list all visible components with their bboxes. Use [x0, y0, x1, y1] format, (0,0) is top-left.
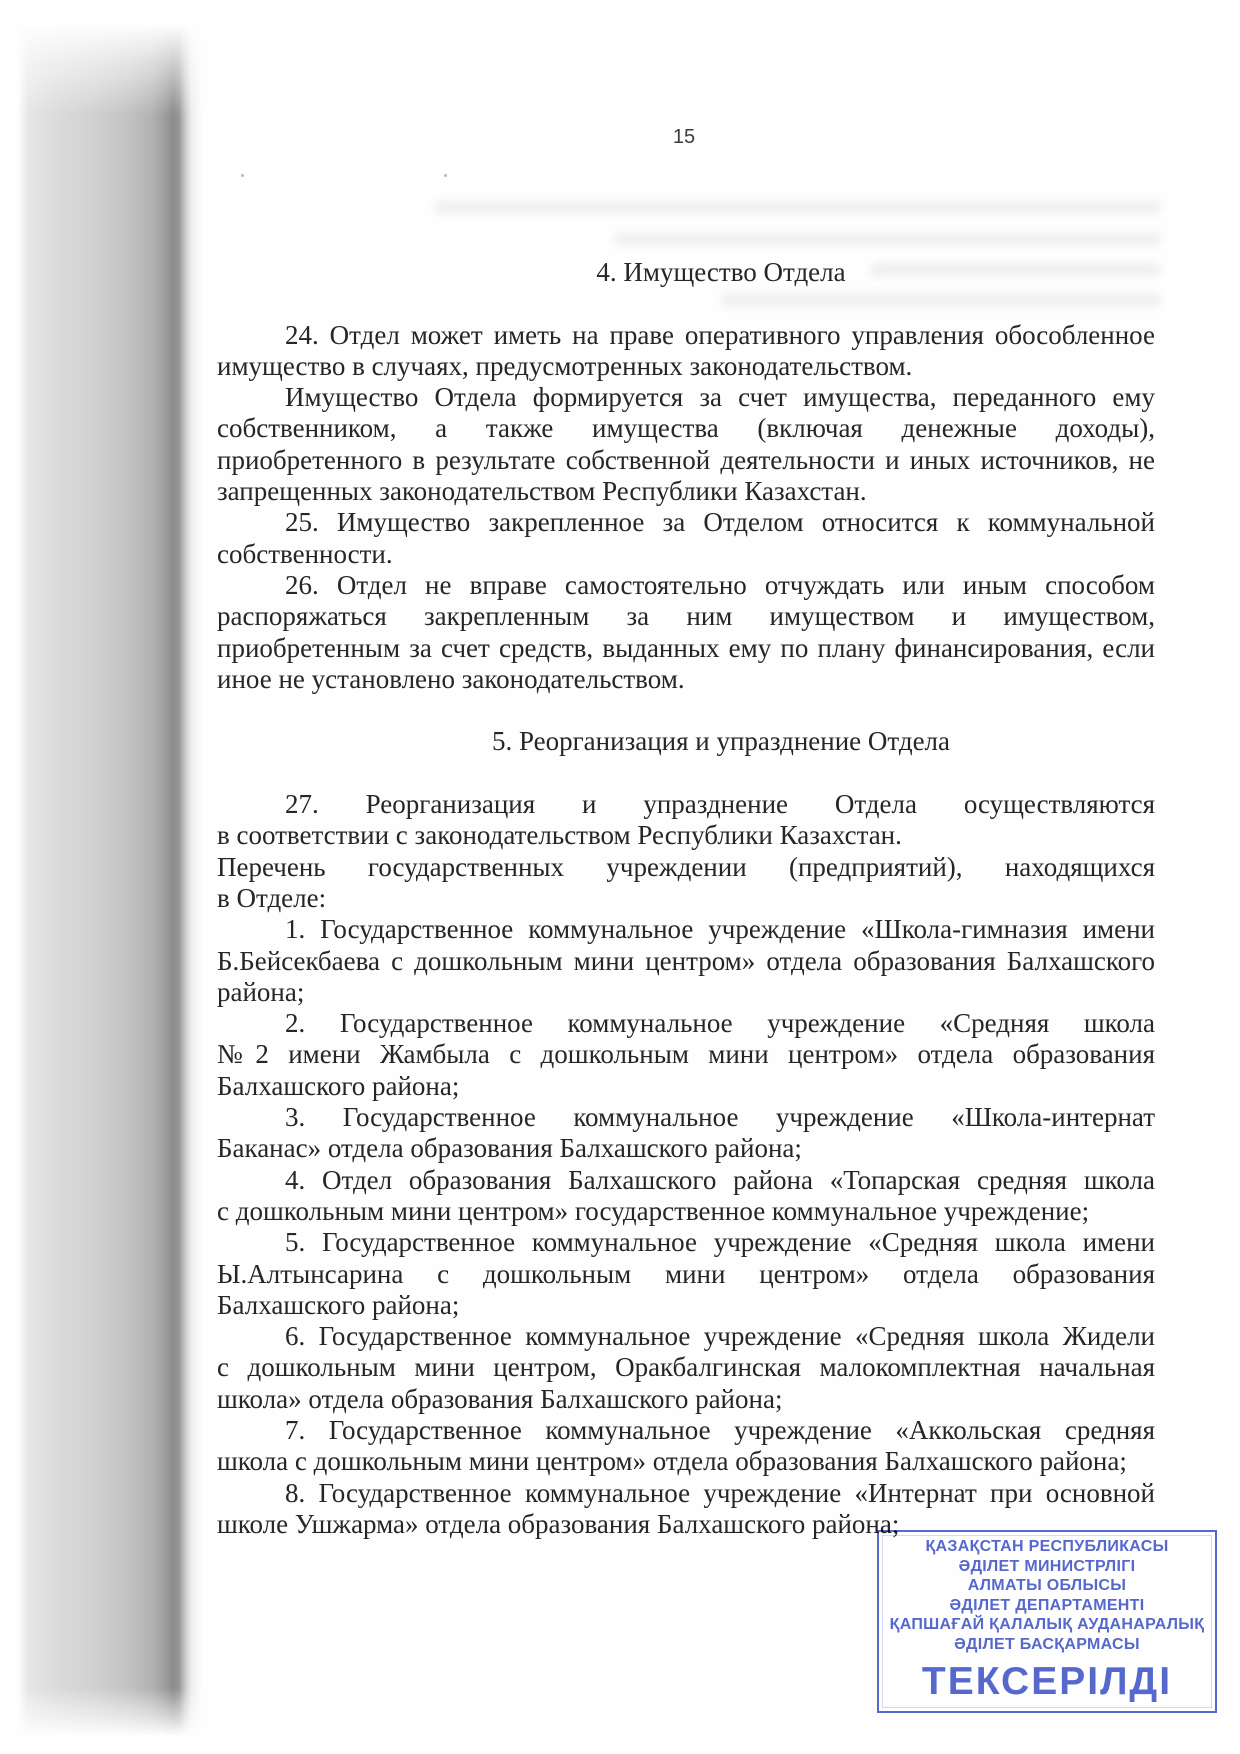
bleed-through-shadow	[434, 200, 1161, 214]
text-line: распоряжаться закрепленным за ним имуществом и имуществом,	[217, 601, 1155, 632]
text-line: 1. Государственное коммунальное учреждение «Школа-гимназия имени	[285, 914, 1155, 945]
text-line: школа с дошкольным мини центром» отдела образования Балхашского района;	[217, 1446, 1127, 1477]
institution-item-5	[217, 1227, 1155, 1321]
clause-24	[217, 320, 1155, 383]
institution-item-7	[217, 1415, 1155, 1478]
text-line: школа» отдела образования Балхашского района;	[217, 1383, 783, 1414]
text-line: Балхашского района;	[217, 1070, 460, 1101]
clause-24-property-formation	[217, 382, 1155, 507]
clause-26	[217, 570, 1155, 695]
text-line: 24. Отдел может иметь на праве оперативного управления обособленное	[285, 319, 1155, 350]
stamp-line: ӘДІЛЕТ МИНИСТРЛІГІ	[958, 1557, 1136, 1575]
text-line: Б.Бейсекбаева с дошкольным мини центром» отдела образования Балхашского	[217, 945, 1155, 976]
stamp-line: ҚАЗАҚСТАН РЕСПУБЛИКАСЫ	[925, 1538, 1169, 1555]
stamp-verdict: ТЕКСЕРІЛДІ	[921, 1659, 1173, 1703]
blank-line	[217, 758, 1155, 789]
text-line: школе Ушжарма» отдела образования Балхашского района;	[217, 1508, 900, 1539]
scan-speck	[444, 174, 447, 177]
text-line: 27. Реорганизация и упразднение Отдела осуществляются	[285, 789, 1155, 820]
text-line: 4. Отдел образования Балхашского района «Топарская средняя школа	[285, 1164, 1155, 1195]
scan-speck	[241, 174, 244, 177]
text-line: 5. Государственное коммунальное учреждение «Средняя школа имени	[285, 1227, 1155, 1258]
blank-line	[217, 288, 1155, 319]
verification-stamp	[877, 1530, 1217, 1713]
text-line: приобретенного в результате собственной деятельности и иных источников, не	[217, 444, 1155, 475]
text-line: Перечень государственных учреждении (предприятий), находящихся	[217, 851, 1155, 882]
text-line: района;	[217, 976, 305, 1007]
institution-item-6	[217, 1321, 1155, 1415]
text-line: 26. Отдел не вправе самостоятельно отчуждать или иным способом	[285, 569, 1155, 600]
clause-27	[217, 789, 1155, 852]
text-line: в Отделе:	[217, 882, 327, 913]
text-line: имущество в случаях, предусмотренных законодательством.	[217, 350, 913, 381]
institution-item-3	[217, 1102, 1155, 1165]
text-line: 3. Государственное коммунальное учреждение «Школа-интернат	[285, 1102, 1155, 1133]
text-line: №2 имени Жамбыла с дошкольным мини центром» отдела образования	[217, 1039, 1155, 1070]
document-body	[217, 257, 1155, 1540]
stamp-line: ҚАПШАҒАЙ ҚАЛАЛЫҚ АУДАНАРАЛЫҚ	[889, 1616, 1205, 1634]
text-line: 7. Государственное коммунальное учреждение «Аккольская средняя	[285, 1414, 1155, 1445]
text-line: 8. Государственное коммунальное учреждение «Интернат при основной	[285, 1477, 1155, 1508]
scanner-binding-shadow	[18, 0, 202, 1754]
stamp-inner-rule	[882, 1535, 1212, 1708]
institutions-intro	[217, 852, 1155, 915]
blank-line	[217, 695, 1155, 726]
section-heading: 4. Имущество Отдела	[596, 257, 846, 287]
text-line: 6. Государственное коммунальное учреждение «Средняя школа Жидели	[285, 1321, 1155, 1352]
text-line: иное не установлено законодательством.	[217, 663, 685, 694]
text-line: в соответствии с законодательством Республики Казахстан.	[217, 820, 902, 851]
text-line: собственником, а также имущества (включая денежные доходы),	[217, 413, 1155, 444]
institution-item-4	[217, 1165, 1155, 1228]
text-line: с дошкольным мини центром, Оракбалгинская малокомплектная начальная	[217, 1352, 1155, 1383]
bleed-through-shadow	[614, 232, 1161, 246]
institution-item-2	[217, 1008, 1155, 1102]
institution-item-1	[217, 914, 1155, 1008]
text-line: собственности.	[217, 538, 393, 569]
text-line: Баканас» отдела образования Балхашского района;	[217, 1133, 802, 1164]
text-line: Балхашского района;	[217, 1289, 460, 1320]
section-heading: 5. Реорганизация и упразднение Отдела	[491, 726, 951, 757]
page-number: 15	[672, 126, 696, 148]
text-line: приобретенным за счет средств, выданных ему по плану финансирования, если	[217, 632, 1155, 663]
stamp-line: ӘДІЛЕТ ДЕПАРТАМЕНТІ	[949, 1596, 1145, 1614]
clause-25	[217, 507, 1155, 570]
text-line: 25. Имущество закрепленное за Отделом относится к коммунальной	[285, 507, 1155, 538]
text-line: запрещенных законодательством Республики Казахстан.	[217, 476, 867, 507]
text-line: Имущество Отдела формируется за счет имущества, переданного ему	[285, 382, 1155, 413]
text-line: 2. Государственное коммунальное учреждение «Средняя школа	[285, 1008, 1155, 1039]
text-line: Ы.Алтынсарина с дошкольным мини центром» отдела образования	[217, 1258, 1155, 1289]
text-line: с дошкольным мини центром» государственное коммунальное учреждение;	[217, 1195, 1090, 1226]
stamp-line: АЛМАТЫ ОБЛЫСЫ	[967, 1577, 1127, 1595]
stamp-line: ӘДІЛЕТ БАСҚАРМАСЫ	[954, 1635, 1140, 1653]
